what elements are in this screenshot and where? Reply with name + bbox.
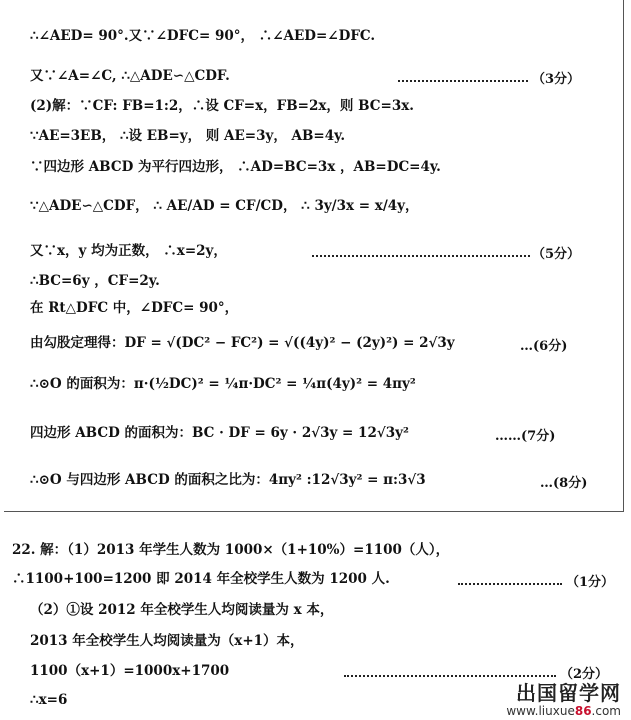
line-7: 又∵x，y 均为正数， ∴x=2y， [30,243,227,259]
line-4: ∵AE=3EB， ∴设 EB=y， 则 AE=3y， AB=4y. [30,128,346,144]
score-8: …(8分) [540,476,588,491]
line-6: ∵△ADE∽△CDF， ∴ AE/AD = CF/CD， ∴ 3y/3x = x/4y， [30,198,419,214]
dot-leader [312,255,530,257]
score-1: （1分） [566,575,615,590]
line-2: 又∵∠A=∠C, ∴△ADE∽△CDF. [30,68,230,84]
score-7: ……(7分) [495,429,556,444]
score-5: （5分） [532,247,581,262]
dot-leader [344,675,556,677]
watermark-title: 出国留学网 [516,681,621,705]
line-15: ∴1100+100=1200 即 2014 年全校学生人数为 1200 人. [12,571,390,587]
line-5: ∵四边形 ABCD 为平行四边形， ∴AD=BC=3x ，AB=DC=4y. [30,159,441,175]
line-12: 四边形 ABCD 的面积为：BC · DF = 6y · 2√3y = 12√3y² [30,425,409,441]
line-1: ∴∠AED= 90°.又∵∠DFC= 90°， ∴∠AED=∠DFC. [30,28,376,44]
line-8: ∴BC=6y ，CF=2y. [30,273,160,289]
line-11: ∴⊙O 的面积为：π·(½DC)² = ¼π·DC² = ¼π(4y)² = 4πy² [30,376,416,392]
line-13: ∴⊙O 与四边形 ABCD 的面积之比为：4πy² :12√3y² = π:3√3 [30,472,426,488]
line-14: 22. 解：（1）2013 年学生人数为 1000×（1+10%）=1100（人）， [12,542,450,558]
line-16: （2）①设 2012 年全校学生人均阅读量为 x 本， [30,602,334,618]
score-6: …(6分) [520,339,568,354]
line-3: (2)解：∵CF: FB=1:2，∴设 CF=x，FB=2x，则 BC=3x. [30,98,414,114]
line-18: 1100（x+1）=1000x+1700 [30,663,230,679]
line-10: 由勾股定理得：DF = √(DC² − FC²) = √((4y)² − (2y)²) = 2√3y [30,335,455,351]
line-17: 2013 年全校学生人均阅读量为（x+1）本， [30,633,304,649]
line-19: ∴x=6 [30,692,68,708]
dot-leader [398,80,528,82]
score-3: （3分） [532,72,581,87]
site-watermark [506,682,621,718]
score-2: （2分） [560,667,609,682]
dot-leader [458,583,562,585]
watermark-url: www.liuxue86.com [506,704,621,718]
line-9: 在 Rt△DFC 中，∠DFC= 90°， [30,300,239,316]
